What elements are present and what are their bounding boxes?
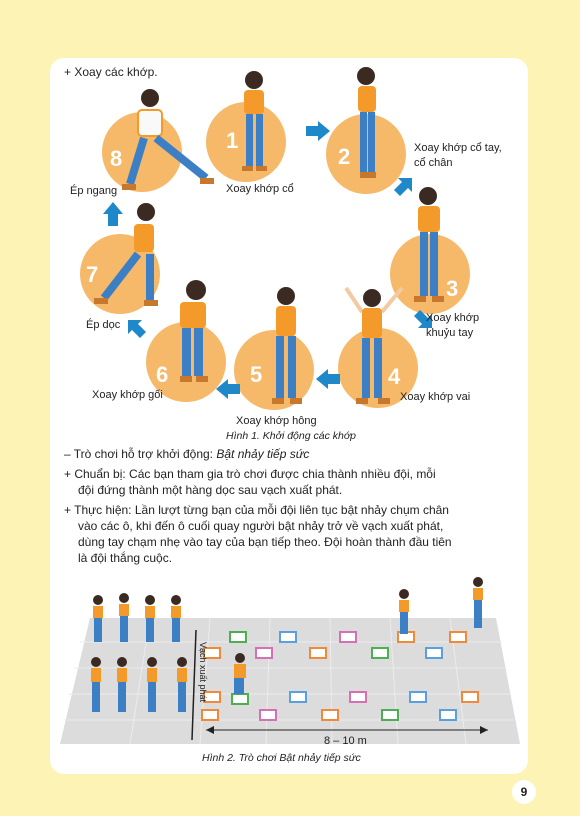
- step-label-2-line1: Xoay khớp cổ tay,: [414, 142, 502, 154]
- step-label-6: Xoay khớp gối: [92, 389, 163, 401]
- game-prefix: – Trò chơi hỗ trợ khởi động:: [64, 447, 217, 461]
- start-line-label: Vạch xuất phát: [198, 642, 208, 703]
- step-number-6: 6: [156, 362, 169, 387]
- step-number-1: 1: [226, 128, 239, 153]
- step-label-3-line1: Xoay khớp: [426, 312, 480, 324]
- intro-text: + Xoay các khớp.: [64, 65, 158, 79]
- game-name: Bật nhảy tiếp sức: [216, 447, 310, 461]
- figure1-caption: Hình 1. Khởi động các khớp: [226, 430, 357, 442]
- step-number-8: 8: [110, 146, 123, 171]
- step-label-4: Xoay khớp vai: [400, 391, 471, 403]
- page-number: 9: [512, 780, 536, 804]
- step-label-8: Ép ngang: [70, 185, 118, 197]
- prep-line-2: đội đứng thành một hàng dọc sau vạch xuất phát.: [78, 483, 343, 497]
- step-number-7: 7: [86, 262, 99, 287]
- do-line-4: là đội thắng cuộc.: [78, 551, 173, 565]
- step-label-3-line2: khuỷu tay: [426, 327, 474, 339]
- step-number-5: 5: [250, 362, 263, 387]
- step-label-1: Xoay khớp cổ: [226, 183, 294, 195]
- do-line-1: + Thực hiện: Lần lượt từng bạn của mỗi đội liên tục bật nhảy chụm chân: [64, 503, 449, 517]
- start-line-label-wrap: [196, 644, 208, 718]
- step-label-7: Ép dọc: [86, 319, 121, 331]
- do-line-2: vào các ô, khi đến ô cuối quay người bật nhảy trở về vạch xuất phát,: [78, 519, 444, 533]
- step-label-5: Xoay khớp hông: [236, 415, 317, 427]
- prep-line-1: + Chuẩn bị: Các bạn tham gia trò chơi được chia thành nhiều đội, mỗi: [64, 467, 436, 481]
- do-line-3: dùng tay chạm nhẹ vào tay của bạn tiếp theo. Đội hoàn thành đầu tiên: [78, 535, 452, 549]
- step-label-2-line2: cổ chân: [414, 157, 453, 169]
- step-number-4: 4: [388, 364, 401, 389]
- step-number-2: 2: [338, 144, 351, 169]
- figure2-caption: Hình 2. Trò chơi Bật nhảy tiếp sức: [202, 752, 361, 764]
- step-number-3: 3: [446, 276, 459, 301]
- distance-label: 8 – 10 m: [324, 735, 367, 747]
